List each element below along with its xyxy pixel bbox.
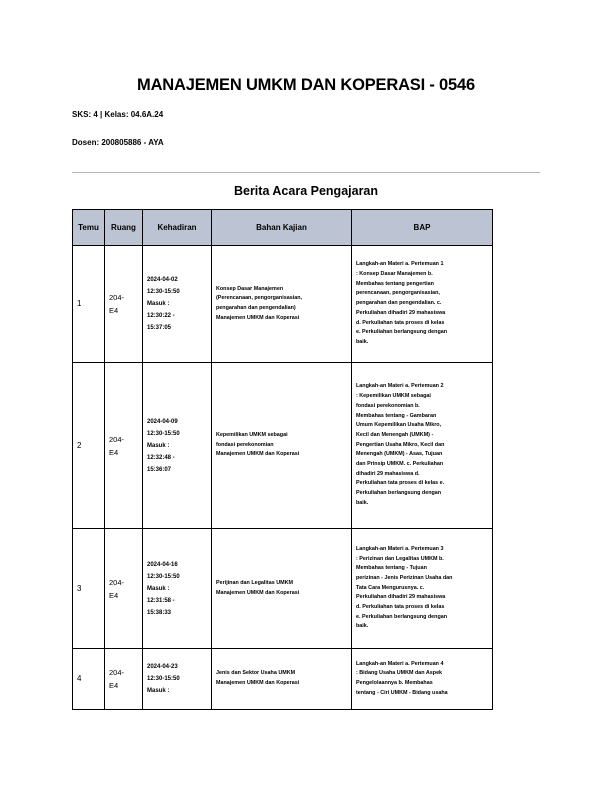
bap-cell xyxy=(352,246,493,363)
bap-line: Langkah-an Materi a. Pertemuan 4 xyxy=(356,660,444,667)
bap-line: Langkah-an Materi a. Pertemuan 1 xyxy=(356,261,444,268)
divider xyxy=(72,172,540,173)
bap-line: Perkuliahan berlangsung dengan xyxy=(356,490,442,497)
table-row xyxy=(73,246,493,363)
attendance-line: 12:30-15:50 xyxy=(147,430,180,437)
table-row xyxy=(73,363,493,529)
header-kehadiran: Kehadiran xyxy=(143,210,212,246)
attendance-line: 15:36:07 xyxy=(147,466,172,473)
bap-line: baik. xyxy=(356,623,369,630)
attendance-line: Masuk : xyxy=(147,688,170,694)
material-line: Manajemen UMKM dan Koperasi xyxy=(216,589,300,596)
teaching-report-table xyxy=(72,209,493,710)
bap-line: tentang - Ciri UMKM - Bidang usaha xyxy=(356,689,448,696)
attendance-line: 12:30:22 - xyxy=(147,313,175,319)
room-cell xyxy=(105,246,143,363)
bap-line: Menengah (UMKM) - Asas, Tujuan xyxy=(356,451,443,458)
attendance-line: 2024-04-09 xyxy=(147,418,178,425)
bap-line: Tata Cara Mengurusnya. c. xyxy=(356,584,425,591)
meeting-number: 3 xyxy=(73,529,105,649)
course-credits-class: SKS: 4 | Kelas: 04.6A.24 xyxy=(72,110,164,119)
lecturer-info: Dosen: 200805886 - AYA xyxy=(72,138,164,147)
bap-line: Membahas tentang - Tujuan xyxy=(356,565,427,572)
header-bahan-kajian: Bahan Kajian xyxy=(212,210,352,246)
bap-line: e. Perkuliahan berlangsung dengan xyxy=(356,613,448,620)
table-row xyxy=(73,649,493,710)
room-line: 204- xyxy=(109,668,125,677)
bap-line: Membahas tentang pengertian xyxy=(356,280,434,287)
material-line: Konsep Dasar Manajemen xyxy=(216,285,284,292)
room-line: 204- xyxy=(109,293,125,302)
attendance-line: 12:31:58 - xyxy=(147,597,175,604)
attendance-line: 15:37:05 xyxy=(147,325,172,331)
bap-cell-content xyxy=(356,660,489,699)
bap-line: fondasi perekonomian b. xyxy=(356,402,420,409)
bap-cell xyxy=(352,363,493,529)
bap-line: Membahas tentang - Gambaran xyxy=(356,412,437,419)
table-header-row xyxy=(73,210,493,246)
room-cell xyxy=(105,649,143,710)
bap-line: Pengelolaannya b. Membahas xyxy=(356,680,433,686)
table-row xyxy=(73,529,493,649)
meeting-number: 2 xyxy=(73,363,105,529)
attendance-line: 15:38:33 xyxy=(147,609,172,616)
attendance-cell xyxy=(143,529,212,649)
meeting-number: 1 xyxy=(73,246,105,363)
bap-line: : Perizinan dan Legalitas UMKM b. xyxy=(356,555,444,562)
attendance-line: 2024-04-16 xyxy=(147,561,178,568)
attendance-line: Masuk : xyxy=(147,442,170,449)
bap-line: Pengertian Usaha Mikro, Kecil dan xyxy=(356,441,445,448)
bap-line: Langkah-an Materi a. Pertemuan 3 xyxy=(356,545,444,552)
bap-line: Perkuliahan dihadiri 29 mahasiswa xyxy=(356,309,446,316)
material-line: fondasi perekonomian xyxy=(216,441,274,448)
room-line: E4 xyxy=(109,306,119,315)
material-cell xyxy=(212,529,352,649)
bap-line: dan Prinsip UMKM. c. Perkuliahan xyxy=(356,461,444,468)
material-line: Manajemen UMKM dan Koperasi xyxy=(216,451,300,458)
section-title: Berita Acara Pengajaran xyxy=(233,184,379,198)
room-line: E4 xyxy=(109,681,119,690)
bap-line: e. Perkuliahan berlangsung dengan xyxy=(356,329,448,336)
room-line: 204- xyxy=(109,577,125,587)
bap-line: baik. xyxy=(356,338,369,345)
bap-line: dihadiri 29 mahasiswa d. xyxy=(356,470,420,477)
bap-line: Umum Kepemilikan Usaha Mikro, xyxy=(356,422,442,429)
room-line: E4 xyxy=(109,447,119,457)
bap-line: pengarahan dan pengendalian. c. xyxy=(356,300,442,307)
material-line: Kepemilikan UMKM sebagai xyxy=(216,431,288,438)
material-line: pengarahan dan pengendalian) xyxy=(216,305,296,311)
bap-line: Kecil dan Menengah (UMKM) - xyxy=(356,431,434,438)
meeting-number: 4 xyxy=(73,649,105,710)
bap-cell xyxy=(352,529,493,649)
bap-line: Perkuliahan tata proses di kelas e. xyxy=(356,480,445,487)
attendance-cell xyxy=(143,649,212,710)
document-title: MANAJEMEN UMKM DAN KOPERASI - 0546 xyxy=(137,76,475,94)
bap-line: Perkuliahan dihadiri 29 mahasiswa xyxy=(356,594,446,601)
bap-cell xyxy=(352,649,493,710)
bap-line: perencanaan, pengorganisasian, xyxy=(356,290,440,297)
attendance-line: Masuk : xyxy=(147,585,170,592)
attendance-line: Masuk : xyxy=(147,301,170,307)
material-cell xyxy=(212,363,352,529)
room-cell xyxy=(105,529,143,649)
bap-line: perizinan - Jenis Perizinan Usaha dan xyxy=(356,574,453,581)
attendance-line: 2024-04-02 xyxy=(147,277,178,283)
attendance-line: 12:30-15:50 xyxy=(147,289,180,295)
room-line: 204- xyxy=(109,434,125,444)
bap-line: : Kepemilikan UMKM sebagai xyxy=(356,393,431,400)
attendance-line: 12:32:48 - xyxy=(147,454,175,461)
attendance-cell xyxy=(143,363,212,529)
bap-line: Langkah-an Materi a. Pertemuan 2 xyxy=(356,383,444,390)
material-line: (Perencanaan, pengorganisasian, xyxy=(216,295,302,302)
bap-line: d. Perkuliahan tata proses di kelas xyxy=(356,319,445,326)
attendance-line: 12:30-15:50 xyxy=(147,676,180,682)
attendance-line: 2024-04-23 xyxy=(147,664,178,670)
room-line: E4 xyxy=(109,590,119,600)
header-temu: Temu xyxy=(73,210,105,246)
header-ruang: Ruang xyxy=(105,210,143,246)
attendance-line: 12:30-15:50 xyxy=(147,573,180,580)
bap-line: : Konsep Dasar Manajemen b. xyxy=(356,271,433,278)
header-bap: BAP xyxy=(352,210,493,246)
material-cell xyxy=(212,649,352,710)
bap-line: d. Perkuliahan tata proses di kelas xyxy=(356,604,445,611)
material-line: Perijinan dan Legalitas UMKM xyxy=(216,579,293,586)
attendance-cell xyxy=(143,246,212,363)
room-cell xyxy=(105,363,143,529)
bap-line: : Bidang Usaha UMKM dan Aspek xyxy=(356,670,443,677)
bap-line: baik. xyxy=(356,499,369,506)
material-line: Jenis dan Sektor Usaha UMKM xyxy=(216,670,296,677)
material-line: Manajemen UMKM dan Koperasi xyxy=(216,680,300,686)
material-cell xyxy=(212,246,352,363)
material-line: Manajemen UMKM dan Koperasi xyxy=(216,314,300,321)
